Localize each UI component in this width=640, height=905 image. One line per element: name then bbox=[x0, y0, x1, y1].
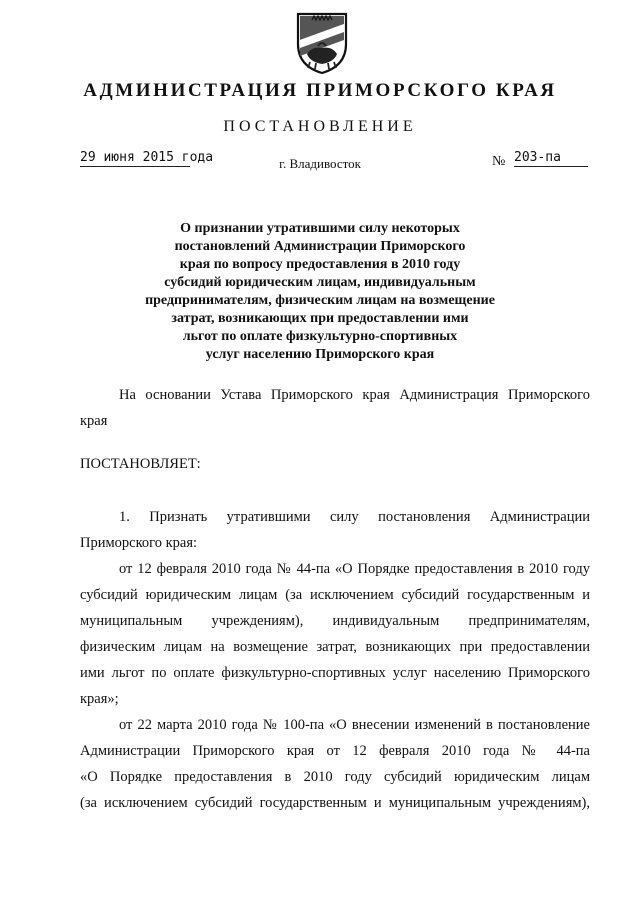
document-title bbox=[0, 220, 640, 364]
document-city: г. Владивосток bbox=[279, 156, 361, 171]
body-line: 1. Признать утратившими силу постановления Администрации bbox=[119, 509, 590, 525]
title-line: затрат, возникающих при предоставлении ими bbox=[171, 311, 469, 326]
body-line: муниципальным учреждениям), индивидуальным предпринимателям, bbox=[80, 613, 590, 629]
body-line: «О Порядке предоставления в 2010 году субсидий юридическим лицам bbox=[80, 769, 590, 785]
title-line: льгот по оплате физкультурно-спортивных bbox=[182, 329, 458, 344]
body-line: субсидий юридическим лицам (за исключением субсидий государственным и bbox=[80, 587, 590, 603]
body-line: от 22 марта 2010 года № 100-па «О внесении изменений в постановление bbox=[119, 717, 590, 733]
body-line: края bbox=[80, 413, 108, 429]
item-1 bbox=[80, 504, 590, 556]
body-line: (за исключением субсидий государственным и муниципальным учреждениям), bbox=[80, 795, 590, 811]
document-number: 203-па bbox=[514, 150, 588, 167]
paragraph-first-act bbox=[80, 556, 590, 712]
resolves-text: ПОСТАНОВЛЯЕТ: bbox=[80, 456, 201, 472]
body-line: от 12 февраля 2010 года № 44-па «О Порядке предоставления в 2010 году bbox=[119, 561, 590, 577]
title-line: предпринимателям, физическим лицам на возмещение bbox=[145, 293, 495, 308]
title-line: субсидий юридическим лицам, индивидуальным bbox=[164, 275, 476, 290]
body-line: На основании Устава Приморского края Администрация Приморского bbox=[119, 387, 590, 403]
basis-paragraph bbox=[80, 382, 590, 434]
resolves-heading bbox=[80, 451, 590, 477]
document-number-label: № bbox=[492, 154, 506, 169]
document-date: 29 июня 2015 года bbox=[80, 150, 214, 165]
body-line: Администрации Приморского края от 12 февраля 2010 года № 44-па bbox=[80, 743, 590, 759]
title-line: края по вопросу предоставления в 2010 году bbox=[179, 257, 461, 272]
paragraph-second-act bbox=[80, 712, 590, 816]
document-type: ПОСТАНОВЛЕНИЕ bbox=[223, 118, 417, 135]
body-line: физическим лицам на возмещение затрат, возникающих при предоставлении bbox=[80, 639, 590, 655]
body-line: края»; bbox=[80, 691, 119, 707]
body-line: ими льгот по оплате физкультурно-спортивных услуг населению Приморского bbox=[80, 665, 590, 681]
title-line: постановлений Администрации Приморского bbox=[174, 239, 466, 254]
title-line: О признании утратившими силу некоторых bbox=[180, 221, 460, 236]
title-line: услуг населению Приморского края bbox=[205, 347, 435, 362]
body-line: Приморского края: bbox=[80, 535, 198, 551]
coat-of-arms-icon bbox=[292, 10, 352, 76]
organization-name: АДМИНИСТРАЦИЯ ПРИМОРСКОГО КРАЯ bbox=[83, 80, 557, 101]
